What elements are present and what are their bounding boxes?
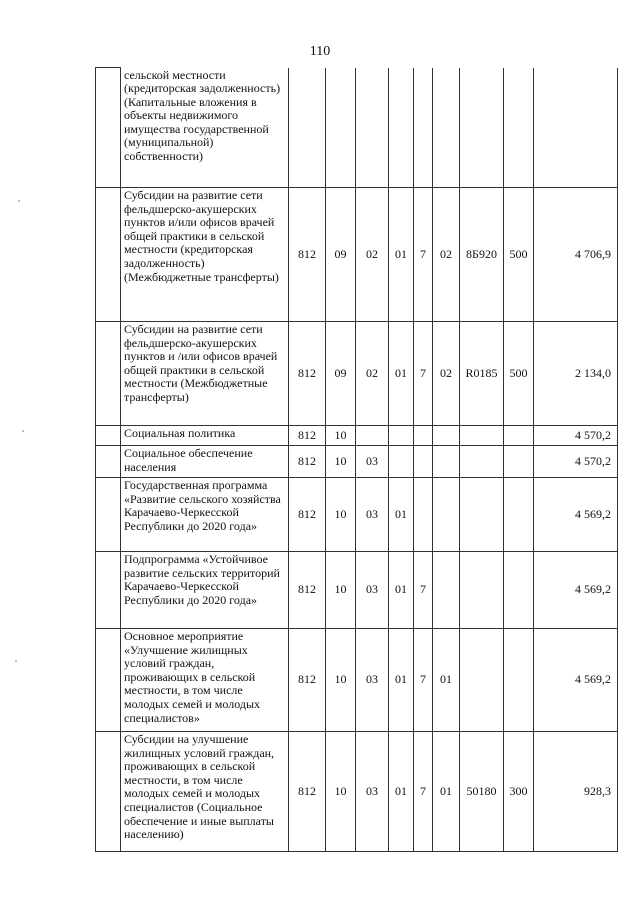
csr-subprogram-code: 7	[414, 732, 433, 852]
csr-direction-code	[460, 446, 504, 478]
table-row	[96, 478, 618, 552]
item-name: Социальное обеспечение населения	[121, 446, 289, 478]
item-name: Государственная программа «Развитие сельского хозяйства Карачаево-Черкесской Республики до 2020 года»	[121, 478, 289, 552]
ved-code: 812	[289, 478, 326, 552]
vr-code	[504, 478, 534, 552]
csr-event-code	[433, 68, 460, 188]
blank-cell	[96, 446, 121, 478]
csr-event-code	[433, 552, 460, 629]
csr-direction-code: 50180	[460, 732, 504, 852]
item-name: Субсидии на развитие сети фельдшерско-акушерских пунктов и /или офисов врачей общей практики в сельской местности (Межбюджетные трансферты)	[121, 322, 289, 426]
csr-event-code: 02	[433, 322, 460, 426]
budget-table	[95, 67, 618, 852]
ved-code: 812	[289, 732, 326, 852]
sum-value	[534, 68, 618, 188]
csr-subprogram-code	[414, 68, 433, 188]
table-row	[96, 732, 618, 852]
csr-event-code	[433, 446, 460, 478]
rz-code: 10	[326, 446, 356, 478]
csr-direction-code	[460, 478, 504, 552]
csr-program-code: 01	[389, 322, 414, 426]
csr-program-code: 01	[389, 552, 414, 629]
pr-code: 03	[356, 552, 389, 629]
csr-program-code	[389, 426, 414, 446]
ved-code	[289, 68, 326, 188]
sum-value: 4 570,2	[534, 446, 618, 478]
csr-subprogram-code	[414, 426, 433, 446]
vr-code: 500	[504, 322, 534, 426]
csr-direction-code: 8Б920	[460, 188, 504, 322]
scan-mark	[22, 430, 24, 432]
csr-direction-code	[460, 68, 504, 188]
vr-code: 300	[504, 732, 534, 852]
csr-subprogram-code: 7	[414, 322, 433, 426]
scan-mark	[15, 660, 17, 662]
item-name: Социальная политика	[121, 426, 289, 446]
csr-subprogram-code: 7	[414, 629, 433, 732]
vr-code	[504, 629, 534, 732]
csr-event-code	[433, 478, 460, 552]
sum-value: 4 569,2	[534, 552, 618, 629]
ved-code: 812	[289, 188, 326, 322]
csr-program-code: 01	[389, 629, 414, 732]
blank-cell	[96, 188, 121, 322]
pr-code: 02	[356, 188, 389, 322]
rz-code: 10	[326, 732, 356, 852]
rz-code: 09	[326, 322, 356, 426]
blank-cell	[96, 629, 121, 732]
blank-cell	[96, 552, 121, 629]
rz-code: 09	[326, 188, 356, 322]
csr-program-code	[389, 68, 414, 188]
table-row	[96, 426, 618, 446]
pr-code	[356, 426, 389, 446]
rz-code: 10	[326, 478, 356, 552]
pr-code	[356, 68, 389, 188]
csr-direction-code	[460, 629, 504, 732]
table-row	[96, 68, 618, 188]
csr-event-code: 01	[433, 732, 460, 852]
item-name: Субсидии на улучшение жилищных условий граждан, проживающих в сельской местности, в том числе молодых семей и молодых специалистов (Социальное обеспечение и иные выплаты населению)	[121, 732, 289, 852]
pr-code: 02	[356, 322, 389, 426]
vr-code	[504, 552, 534, 629]
csr-subprogram-code	[414, 478, 433, 552]
sum-value: 4 569,2	[534, 478, 618, 552]
item-name: Подпрограмма «Устойчивое развитие сельских территорий Карачаево-Черкесской Республики до 2020 года»	[121, 552, 289, 629]
csr-subprogram-code: 7	[414, 552, 433, 629]
ved-code: 812	[289, 552, 326, 629]
vr-code	[504, 68, 534, 188]
pr-code: 03	[356, 446, 389, 478]
rz-code: 10	[326, 426, 356, 446]
sum-value: 2 134,0	[534, 322, 618, 426]
csr-program-code: 01	[389, 732, 414, 852]
vr-code	[504, 426, 534, 446]
csr-program-code: 01	[389, 188, 414, 322]
rz-code: 10	[326, 552, 356, 629]
csr-event-code: 01	[433, 629, 460, 732]
table-row	[96, 629, 618, 732]
rz-code: 10	[326, 629, 356, 732]
ved-code: 812	[289, 426, 326, 446]
csr-subprogram-code: 7	[414, 188, 433, 322]
rz-code	[326, 68, 356, 188]
item-name: Основное мероприятие «Улучшение жилищных условий граждан, проживающих в сельской местности, в том числе молодых семей и молодых специалистов»	[121, 629, 289, 732]
csr-program-code	[389, 446, 414, 478]
blank-cell	[96, 322, 121, 426]
vr-code: 500	[504, 188, 534, 322]
sum-value: 4 569,2	[534, 629, 618, 732]
csr-direction-code	[460, 426, 504, 446]
table-row	[96, 188, 618, 322]
csr-event-code: 02	[433, 188, 460, 322]
blank-cell	[96, 478, 121, 552]
page-number: 110	[309, 44, 331, 59]
blank-cell	[96, 732, 121, 852]
sum-value: 4 706,9	[534, 188, 618, 322]
blank-cell	[96, 68, 121, 188]
ved-code: 812	[289, 446, 326, 478]
item-name: Субсидии на развитие сети фельдшерско-акушерских пунктов и/или офисов врачей общей практики в сельской местности (кредиторская задолженность) (Межбюджетные трансферты)	[121, 188, 289, 322]
item-name: сельской местности (кредиторская задолженность) (Капитальные вложения в объекты недвижимого имущества государственной (муниципальной) собственности)	[121, 68, 289, 188]
vr-code	[504, 446, 534, 478]
table-row	[96, 552, 618, 629]
pr-code: 03	[356, 732, 389, 852]
csr-program-code: 01	[389, 478, 414, 552]
csr-direction-code: R0185	[460, 322, 504, 426]
ved-code: 812	[289, 629, 326, 732]
sum-value: 928,3	[534, 732, 618, 852]
table-row	[96, 446, 618, 478]
csr-subprogram-code	[414, 446, 433, 478]
pr-code: 03	[356, 629, 389, 732]
ved-code: 812	[289, 322, 326, 426]
csr-event-code	[433, 426, 460, 446]
scan-mark	[18, 200, 20, 202]
blank-cell	[96, 426, 121, 446]
csr-direction-code	[460, 552, 504, 629]
sum-value: 4 570,2	[534, 426, 618, 446]
pr-code: 03	[356, 478, 389, 552]
table-row	[96, 322, 618, 426]
